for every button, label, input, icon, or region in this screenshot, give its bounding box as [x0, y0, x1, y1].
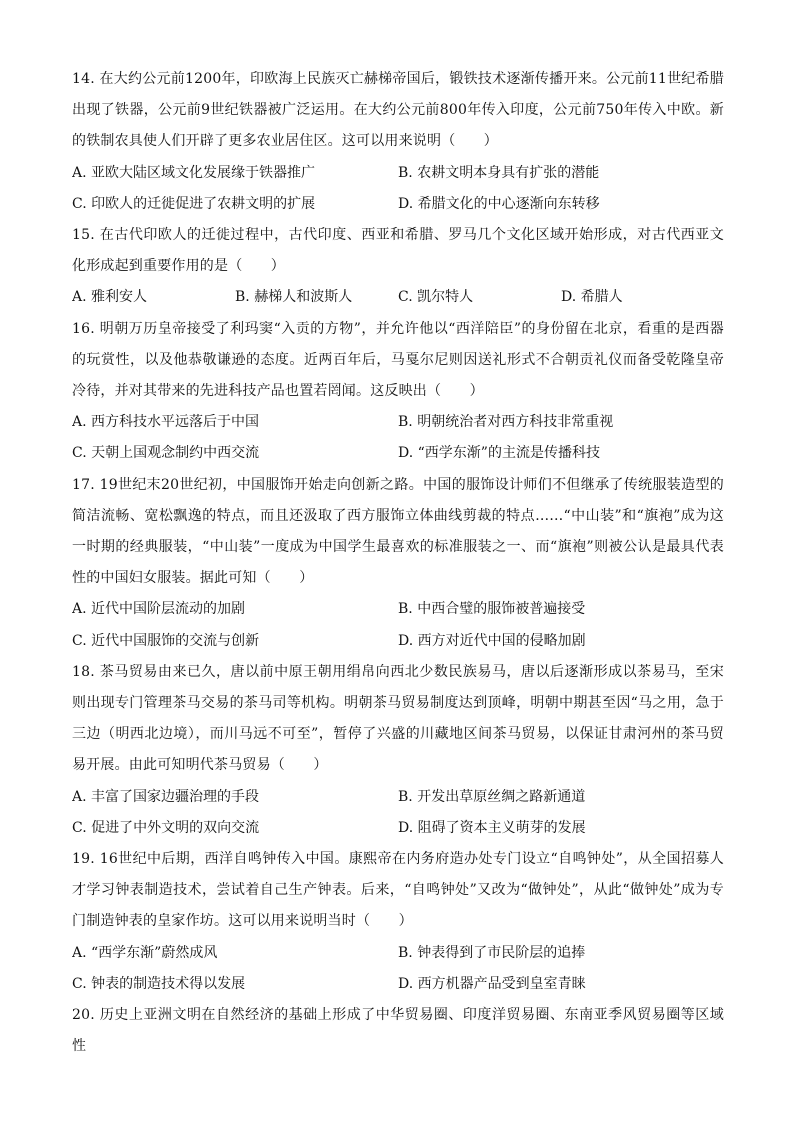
- option-list: [72, 938, 724, 1000]
- option-a[interactable]: A. 近代中国阶层流动的加剧: [72, 601, 246, 618]
- option-list: [72, 407, 724, 469]
- option-list: [72, 594, 724, 656]
- option-list: [72, 158, 724, 220]
- question-stem: 14. 在大约公元前1200年，印欧海上民族灭亡赫梯帝国后，锻铁技术逐渐传播开来。公元前11世纪希腊出现了铁器，公元前9世纪铁器被广泛运用。在大约公元前800年传入印度，公元前750年传入中欧。新的铁制农具使人们开辟了更多农业居住区。这可以用来说明（ ）: [72, 71, 724, 150]
- question-17: [72, 470, 724, 657]
- option-c[interactable]: C. 促进了中外文明的双向交流: [72, 819, 260, 836]
- option-b[interactable]: B. 开发出草原丝绸之路新通道: [398, 788, 586, 805]
- option-d[interactable]: D. 希腊文化的中心逐渐向东转移: [398, 195, 600, 212]
- option-b[interactable]: B. 明朝统治者对西方科技非常重视: [398, 414, 614, 431]
- option-c[interactable]: C. 天朝上国观念制约中西交流: [72, 445, 260, 462]
- option-list: [72, 282, 724, 313]
- question-16: [72, 314, 724, 470]
- option-b[interactable]: B. 中西合璧的服饰被普遍接受: [398, 601, 586, 618]
- question-stem: 17. 19世纪末20世纪初，中国服饰开始走向创新之路。中国的服饰设计师们不但继承了传统服装造型的简洁流畅、宽松飘逸的特点，而且还汲取了西方服饰立体曲线剪裁的特点……“中山装”和“旗袍”成为这一时期的经典服装，“中山装”一度成为中国学生最喜欢的标准服装之一、而“旗袍”则被公认是最具代表性的中国妇女服装。据此可知（ ）: [72, 476, 724, 587]
- option-d[interactable]: D. 阻碍了资本主义萌芽的发展: [398, 819, 586, 836]
- option-a[interactable]: A. 丰富了国家边疆治理的手段: [72, 788, 260, 805]
- question-18: [72, 657, 724, 844]
- question-stem: 20. 历史上亚洲文明在自然经济的基础上形成了中华贸易圈、印度洋贸易圈、东南亚季风贸易圈等区域性: [72, 1007, 724, 1055]
- option-a[interactable]: A. “西学东渐”蔚然成风: [72, 944, 218, 961]
- option-c[interactable]: C. 钟表的制造技术得以发展: [72, 975, 246, 992]
- question-stem: 15. 在古代印欧人的迁徙过程中，古代印度、西亚和希腊、罗马几个文化区域开始形成，对古代西亚文化形成起到重要作用的是（ ）: [72, 227, 724, 275]
- option-b[interactable]: B. 钟表得到了市民阶层的追捧: [398, 944, 586, 961]
- option-d[interactable]: D. 希腊人: [561, 289, 623, 306]
- option-b[interactable]: B. 赫梯人和波斯人: [235, 289, 353, 306]
- question-19: [72, 844, 724, 1000]
- option-a[interactable]: A. 亚欧大陆区域文化发展缘于铁器推广: [72, 164, 316, 181]
- option-c[interactable]: C. 印欧人的迁徙促进了农耕文明的扩展: [72, 195, 316, 212]
- option-list: [72, 782, 724, 844]
- question-14: [72, 64, 724, 220]
- option-b[interactable]: B. 农耕文明本身具有扩张的潜能: [398, 164, 600, 181]
- question-stem: 16. 明朝万历皇帝接受了利玛窦“入贡的方物”，并允许他以“西洋陪臣”的身份留在北京，看重的是西器的玩赏性，以及他恭敬谦逊的态度。近两百年后，马戛尔尼则因送礼形式不合朝贡礼仪而备受乾隆皇帝冷待，并对其带来的先进科技产品也置若罔闻。这反映出（ ）: [72, 320, 724, 400]
- option-c[interactable]: C. 凯尔特人: [398, 289, 474, 306]
- question-stem: 18. 茶马贸易由来已久，唐以前中原王朝用绢帛向西北少数民族易马，唐以后逐渐形成以茶易马，至宋则出现专门管理茶马交易的茶马司等机构。明朝茶马贸易制度达到顶峰，明朝中期甚至因“马之用，急于三边（明西北边境），而川马远不可至”，暂停了兴盛的川藏地区间茶马贸易，以保证甘肃河州的茶马贸易开展。由此可知明代茶马贸易（ ）: [72, 663, 724, 774]
- option-d[interactable]: D. 西方机器产品受到皇室青睐: [398, 975, 586, 992]
- question-stem: 19. 16世纪中后期，西洋自鸣钟传入中国。康熙帝在内务府造办处专门设立“自鸣钟处”，从全国招募人才学习钟表制造技术，尝试着自己生产钟表。后来，“自鸣钟处”又改为“做钟处”，从此“做钟处”成为专门制造钟表的皇家作坊。这可以用来说明当时（ ）: [72, 851, 724, 930]
- option-d[interactable]: D. “西学东渐”的主流是传播科技: [398, 445, 600, 462]
- exam-page: [72, 64, 724, 1063]
- option-d[interactable]: D. 西方对近代中国的侵略加剧: [398, 632, 586, 649]
- option-a[interactable]: A. 西方科技水平远落后于中国: [72, 414, 260, 431]
- option-a[interactable]: A. 雅利安人: [72, 289, 148, 306]
- question-20: [72, 1000, 724, 1062]
- question-15: [72, 220, 724, 314]
- option-c[interactable]: C. 近代中国服饰的交流与创新: [72, 632, 260, 649]
